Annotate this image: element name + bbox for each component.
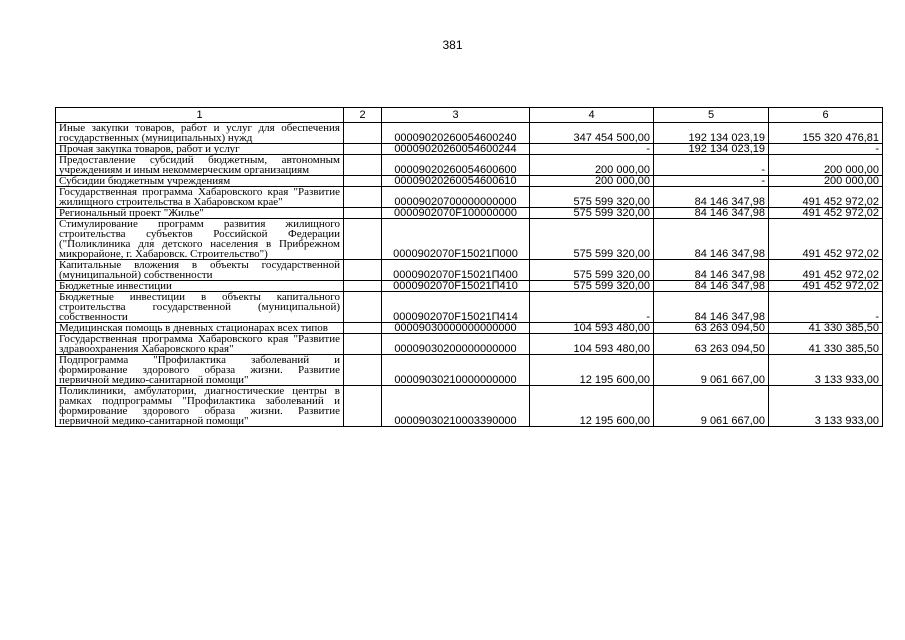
row-name: Субсидии бюджетным учреждениям (56, 176, 344, 187)
row-name: Иные закупки товаров, работ и услуг для обеспечения государственных (муниципальных) нужд (56, 123, 344, 144)
row-value-6: 200 000,00 (769, 155, 883, 176)
row-col2 (344, 334, 382, 355)
row-code: 0000902070F15021П414 (382, 292, 530, 323)
row-name: Стимулирование программ развития жилищного строительства субъектов Российской Федерации ("Поликлиника для детского населения в Прибрежном микрорайоне, г. Хабаровск. Строительство") (56, 219, 344, 260)
row-value-5: 84 146 347,98 (654, 208, 769, 219)
row-value-4: 575 599 320,00 (530, 208, 654, 219)
row-code: 00009030200000000000 (382, 334, 530, 355)
table-row (56, 386, 883, 427)
row-value-6: 491 452 972,02 (769, 281, 883, 292)
table-row (56, 260, 883, 281)
row-name: Государственная программа Хабаровского края "Развитие жилищного строительства в Хабаровском крае" (56, 187, 344, 208)
row-value-5: 84 146 347,98 (654, 281, 769, 292)
row-value-5: 9 061 667,00 (654, 386, 769, 427)
row-value-6: 41 330 385,50 (769, 323, 883, 334)
table-row (56, 155, 883, 176)
row-value-5: 63 263 094,50 (654, 323, 769, 334)
row-col2 (344, 386, 382, 427)
column-header: 1 (56, 108, 344, 123)
row-value-5: 9 061 667,00 (654, 355, 769, 386)
column-header: 4 (530, 108, 654, 123)
row-name: Капитальные вложения в объекты государственной (муниципальной) собственности (56, 260, 344, 281)
row-value-4: 575 599 320,00 (530, 187, 654, 208)
table-row (56, 187, 883, 208)
row-value-4: 12 195 600,00 (530, 355, 654, 386)
row-code: 0000902070F15021П410 (382, 281, 530, 292)
row-value-5: 84 146 347,98 (654, 187, 769, 208)
row-code: 00009030210000000000 (382, 355, 530, 386)
table-row (56, 355, 883, 386)
row-name: Поликлиники, амбулатории, диагностические центры в рамках подпрограммы "Профилактика заболеваний и формирование здорового образа жизни. Развитие первичной медико-санитарной помощи" (56, 386, 344, 427)
row-value-4: - (530, 292, 654, 323)
row-code: 0000902070F15021П000 (382, 219, 530, 260)
row-value-4: 104 593 480,00 (530, 334, 654, 355)
row-value-4: 347 454 500,00 (530, 123, 654, 144)
column-header: 5 (654, 108, 769, 123)
row-value-5: 192 134 023,19 (654, 123, 769, 144)
table-row (56, 219, 883, 260)
column-header: 6 (769, 108, 883, 123)
row-value-6: 3 133 933,00 (769, 386, 883, 427)
row-value-4: 575 599 320,00 (530, 281, 654, 292)
row-code: 0000902070F15021П400 (382, 260, 530, 281)
row-value-6: 491 452 972,02 (769, 187, 883, 208)
row-code: 00009020700000000000 (382, 187, 530, 208)
row-col2 (344, 323, 382, 334)
row-value-4: 200 000,00 (530, 155, 654, 176)
row-name: Предоставление субсидий бюджетным, автономным учреждениям и иным некоммерческим организациям (56, 155, 344, 176)
row-col2 (344, 260, 382, 281)
row-value-5: 84 146 347,98 (654, 292, 769, 323)
row-name: Медицинская помощь в дневных стационарах всех типов (56, 323, 344, 334)
row-value-6: 3 133 933,00 (769, 355, 883, 386)
row-value-5: 84 146 347,98 (654, 219, 769, 260)
table-row (56, 208, 883, 219)
table-row (56, 144, 883, 155)
row-value-4: - (530, 144, 654, 155)
row-value-6: - (769, 292, 883, 323)
row-code: 00009030210003390000 (382, 386, 530, 427)
column-header: 2 (344, 108, 382, 123)
row-col2 (344, 292, 382, 323)
row-col2 (344, 176, 382, 187)
row-value-5: 84 146 347,98 (654, 260, 769, 281)
row-col2 (344, 208, 382, 219)
row-col2 (344, 123, 382, 144)
row-code: 00009020260054600610 (382, 176, 530, 187)
row-name: Бюджетные инвестиции (56, 281, 344, 292)
table-row (56, 123, 883, 144)
row-col2 (344, 355, 382, 386)
row-value-5: - (654, 155, 769, 176)
row-code: 00009020260054600240 (382, 123, 530, 144)
column-header: 3 (382, 108, 530, 123)
row-col2 (344, 144, 382, 155)
page-number: 381 (442, 38, 463, 52)
row-value-6: - (769, 144, 883, 155)
budget-table (55, 107, 883, 427)
row-col2 (344, 281, 382, 292)
row-value-6: 491 452 972,02 (769, 208, 883, 219)
row-value-4: 12 195 600,00 (530, 386, 654, 427)
row-value-5: 63 263 094,50 (654, 334, 769, 355)
row-name: Бюджетные инвестиции в объекты капитального строительства государственной (муниципальной) собственности (56, 292, 344, 323)
row-value-6: 41 330 385,50 (769, 334, 883, 355)
row-code: 0000902070F100000000 (382, 208, 530, 219)
row-value-6: 200 000,00 (769, 176, 883, 187)
row-code: 00009030000000000000 (382, 323, 530, 334)
row-value-4: 575 599 320,00 (530, 260, 654, 281)
row-col2 (344, 187, 382, 208)
row-value-6: 155 320 476,81 (769, 123, 883, 144)
table-row (56, 334, 883, 355)
row-code: 00009020260054600600 (382, 155, 530, 176)
row-value-4: 200 000,00 (530, 176, 654, 187)
row-value-6: 491 452 972,02 (769, 260, 883, 281)
row-code: 00009020260054600244 (382, 144, 530, 155)
row-col2 (344, 219, 382, 260)
table-row (56, 176, 883, 187)
row-value-5: - (654, 176, 769, 187)
row-name: Региональный проект "Жилье" (56, 208, 344, 219)
row-name: Подпрограмма "Профилактика заболеваний и формирование здорового образа жизни. Развитие первичной медико-санитарной помощи" (56, 355, 344, 386)
row-col2 (344, 155, 382, 176)
table-row (56, 323, 883, 334)
row-value-4: 575 599 320,00 (530, 219, 654, 260)
header-row (56, 108, 883, 123)
row-name: Прочая закупка товаров, работ и услуг (56, 144, 344, 155)
row-value-6: 491 452 972,02 (769, 219, 883, 260)
row-value-4: 104 593 480,00 (530, 323, 654, 334)
row-value-5: 192 134 023,19 (654, 144, 769, 155)
table-row (56, 281, 883, 292)
table-row (56, 292, 883, 323)
row-name: Государственная программа Хабаровского края "Развитие здравоохранения Хабаровского края" (56, 334, 344, 355)
